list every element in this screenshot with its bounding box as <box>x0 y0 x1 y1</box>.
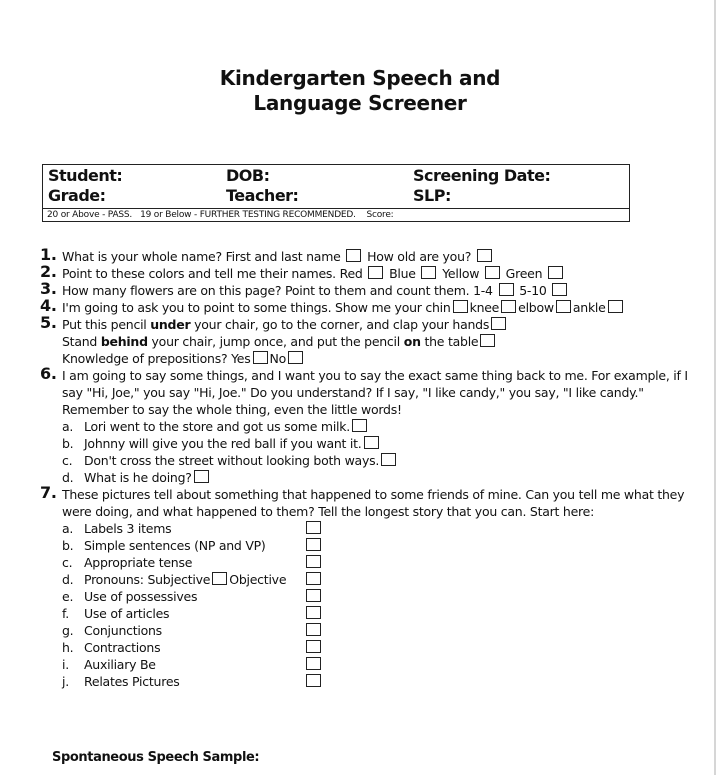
student-info-box <box>42 164 630 222</box>
page-title <box>0 66 720 116</box>
dob-label: DOB: <box>226 166 270 185</box>
story-criterion: Relates Pictures <box>84 674 180 689</box>
checkbox-red[interactable] <box>368 266 383 279</box>
story-criterion: Appropriate tense <box>84 555 193 570</box>
q5-under-word: under <box>150 317 191 332</box>
item-letter: d. <box>62 470 74 485</box>
repeat-item <box>62 418 700 435</box>
checkbox-story-d[interactable] <box>306 572 321 585</box>
title-line-2: Language Screener <box>253 91 467 115</box>
question-2-text: Point to these colors and tell me their names. Red <box>62 266 363 281</box>
q5-line1-text: Put this pencil <box>62 317 151 332</box>
story-item <box>62 639 324 656</box>
item-letter: d. <box>62 572 74 587</box>
story-item <box>62 605 324 622</box>
checkbox-story-b[interactable] <box>306 538 321 551</box>
item-letter: c. <box>62 453 73 468</box>
prepositions-yes-label: Knowledge of prepositions? Yes <box>62 351 251 366</box>
checkbox-full-name[interactable] <box>346 249 361 262</box>
repeat-sentence: Lori went to the store and got us some milk. <box>84 419 350 434</box>
checkbox-repeat-b[interactable] <box>364 436 379 449</box>
question-6-text: I am going to say some things, and I want you to say the exact same thing back to me. For example, if I say "Hi, Joe," you say "Hi, Joe." Do you understand? If I say, "I like candy," you say, "I like candy." Remember to say the whole thing, even the little words! <box>62 368 688 417</box>
spontaneous-speech-heading: Spontaneous Speech Sample: <box>52 750 260 765</box>
screening-date-label: Screening Date: <box>413 166 551 185</box>
repeat-sentence: What is he doing? <box>84 470 192 485</box>
objective-label: Objective <box>229 572 287 587</box>
checkbox-subjective[interactable] <box>212 572 227 585</box>
item-letter: i. <box>62 657 69 672</box>
page-edge <box>714 0 716 775</box>
checkbox-elbow[interactable] <box>556 300 571 313</box>
checkbox-yellow[interactable] <box>485 266 500 279</box>
checkbox-chin[interactable] <box>453 300 468 313</box>
checkbox-story-f[interactable] <box>306 606 321 619</box>
story-criterion: Contractions <box>84 640 161 655</box>
item-letter: e. <box>62 589 74 604</box>
item-letter: b. <box>62 538 74 553</box>
checkbox-repeat-a[interactable] <box>352 419 367 432</box>
student-label: Student: <box>48 166 123 185</box>
checkbox-story-g[interactable] <box>306 623 321 636</box>
checkbox-age[interactable] <box>477 249 492 262</box>
question-4-text: I'm going to ask you to point to some things. Show me your chin <box>62 300 451 315</box>
question-3-text: How many flowers are on this page? Point to them and count them. 1-4 <box>62 283 493 298</box>
story-criterion: Labels 3 items <box>84 521 172 536</box>
checkbox-under[interactable] <box>491 317 506 330</box>
question-4 <box>40 296 700 316</box>
story-item <box>62 588 324 605</box>
item-letter: a. <box>62 419 74 434</box>
question-3 <box>40 279 700 299</box>
item-letter: c. <box>62 555 73 570</box>
story-criterion: Use of articles <box>84 606 170 621</box>
question-number: 5. <box>40 313 57 332</box>
question-number: 3. <box>40 279 57 298</box>
grade-label: Grade: <box>48 186 106 205</box>
item-letter: b. <box>62 436 74 451</box>
checkbox-1-4[interactable] <box>499 283 514 296</box>
story-item <box>62 673 324 690</box>
range-5-10-label: 5-10 <box>519 283 547 298</box>
ankle-label: ankle <box>572 300 606 315</box>
item-letter: g. <box>62 623 74 638</box>
story-criterion: Simple sentences (NP and VP) <box>84 538 266 553</box>
score-note: 20 or Above - PASS. 19 or Below - FURTHER TESTING RECOMMENDED. Score: <box>47 210 394 220</box>
story-item <box>62 520 324 537</box>
checkbox-prepositions-no[interactable] <box>288 351 303 364</box>
q5-line2-mid: your chair, jump once, and put the pencil <box>147 334 404 349</box>
checkbox-story-c[interactable] <box>306 555 321 568</box>
question-5 <box>40 313 700 367</box>
checkbox-green[interactable] <box>548 266 563 279</box>
question-7-text: These pictures tell about something that happened to some friends of mine. Can you tell me what they were doing, and what happened to them? Tell the longest story that you can. Start here: <box>62 487 685 519</box>
title-line-1: Kindergarten Speech and <box>219 66 501 90</box>
story-criterion: Auxiliary Be <box>84 657 156 672</box>
checkbox-story-h[interactable] <box>306 640 321 653</box>
item-letter: h. <box>62 640 74 655</box>
repeat-item <box>62 452 700 469</box>
repeat-item <box>62 469 700 486</box>
checkbox-story-j[interactable] <box>306 674 321 687</box>
question-number: 1. <box>40 245 57 264</box>
checkbox-repeat-d[interactable] <box>194 470 209 483</box>
screener-items <box>40 245 700 690</box>
story-item <box>62 537 324 554</box>
question-2 <box>40 262 700 282</box>
question-7 <box>40 483 700 690</box>
story-item <box>62 622 324 639</box>
question-1 <box>40 245 700 265</box>
story-item <box>62 571 324 588</box>
color-green-label: Green <box>505 266 543 281</box>
checkbox-behind-on[interactable] <box>480 334 495 347</box>
question-number: 4. <box>40 296 57 315</box>
q5-behind-word: behind <box>100 334 148 349</box>
repeat-item <box>62 435 700 452</box>
color-blue-label: Blue <box>389 266 416 281</box>
question-1-text: What is your whole name? First and last name <box>62 249 341 264</box>
checkbox-blue[interactable] <box>421 266 436 279</box>
q5-line2-rest: the table <box>420 334 479 349</box>
q5-line1-rest: your chair, go to the corner, and clap your hands <box>190 317 490 332</box>
story-item <box>62 554 324 571</box>
checkbox-5-10[interactable] <box>552 283 567 296</box>
checkbox-prepositions-yes[interactable] <box>253 351 268 364</box>
repeat-sentence: Johnny will give you the red ball if you want it. <box>84 436 362 451</box>
item-letter: j. <box>62 674 69 689</box>
q5-on-word: on <box>403 334 421 349</box>
item-letter: a. <box>62 521 74 536</box>
checkbox-repeat-c[interactable] <box>381 453 396 466</box>
question-number: 6. <box>40 364 57 383</box>
prepositions-no-label: No <box>269 351 287 366</box>
slp-label: SLP: <box>413 186 451 205</box>
checkbox-story-e[interactable] <box>306 589 321 602</box>
checkbox-knee[interactable] <box>501 300 516 313</box>
elbow-label: elbow <box>518 300 554 315</box>
item-letter: f. <box>62 606 69 621</box>
checkbox-ankle[interactable] <box>608 300 623 313</box>
story-item <box>62 656 324 673</box>
story-criterion: Use of possessives <box>84 589 198 604</box>
color-yellow-label: Yellow <box>442 266 480 281</box>
story-criterion: Conjunctions <box>84 623 162 638</box>
checkbox-story-i[interactable] <box>306 657 321 670</box>
repeat-sentence: Don't cross the street without looking both ways. <box>84 453 380 468</box>
question-1-age-text: How old are you? <box>367 249 472 264</box>
story-criterion: Pronouns: Subjective <box>84 572 211 587</box>
question-number: 7. <box>40 483 57 502</box>
q5-line2-text: Stand <box>62 334 101 349</box>
question-number: 2. <box>40 262 57 281</box>
question-6 <box>40 364 700 486</box>
teacher-label: Teacher: <box>226 186 299 205</box>
checkbox-story-a[interactable] <box>306 521 321 534</box>
knee-label: knee <box>469 300 500 315</box>
